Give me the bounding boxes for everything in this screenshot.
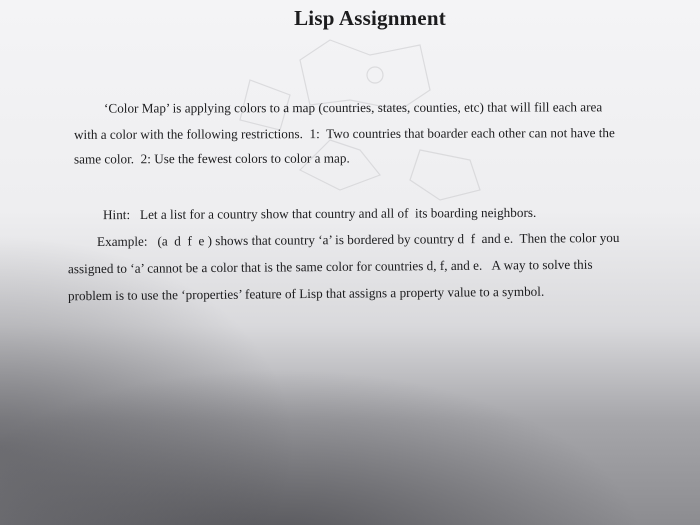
text-line: problem is to use the ‘properties’ feature of Lisp that assigns a property value to a symbol. — [67, 283, 545, 304]
text-line: ‘Color Map’ is applying colors to a map (countries, states, counties, etc) that will fill each area — [103, 99, 603, 116]
text-line: same color. 2: Use the fewest colors to color a map. — [73, 150, 350, 167]
text-line: with a color with the following restrictions. 1: Two countries that boarder each other can not have the — [73, 125, 615, 142]
text-line: assigned to ‘a’ cannot be a color that is the same color for countries d, f, and e. A way to solve this — [67, 256, 593, 277]
page-title: Lisp Assignment — [294, 6, 446, 30]
text-line: Hint: Let a list for a country show that country and all of its boarding neighbors. — [102, 204, 537, 223]
text-line: Example: (a d f e ) shows that country ‘a’ is bordered by country d f and e. Then the color you — [96, 229, 620, 250]
